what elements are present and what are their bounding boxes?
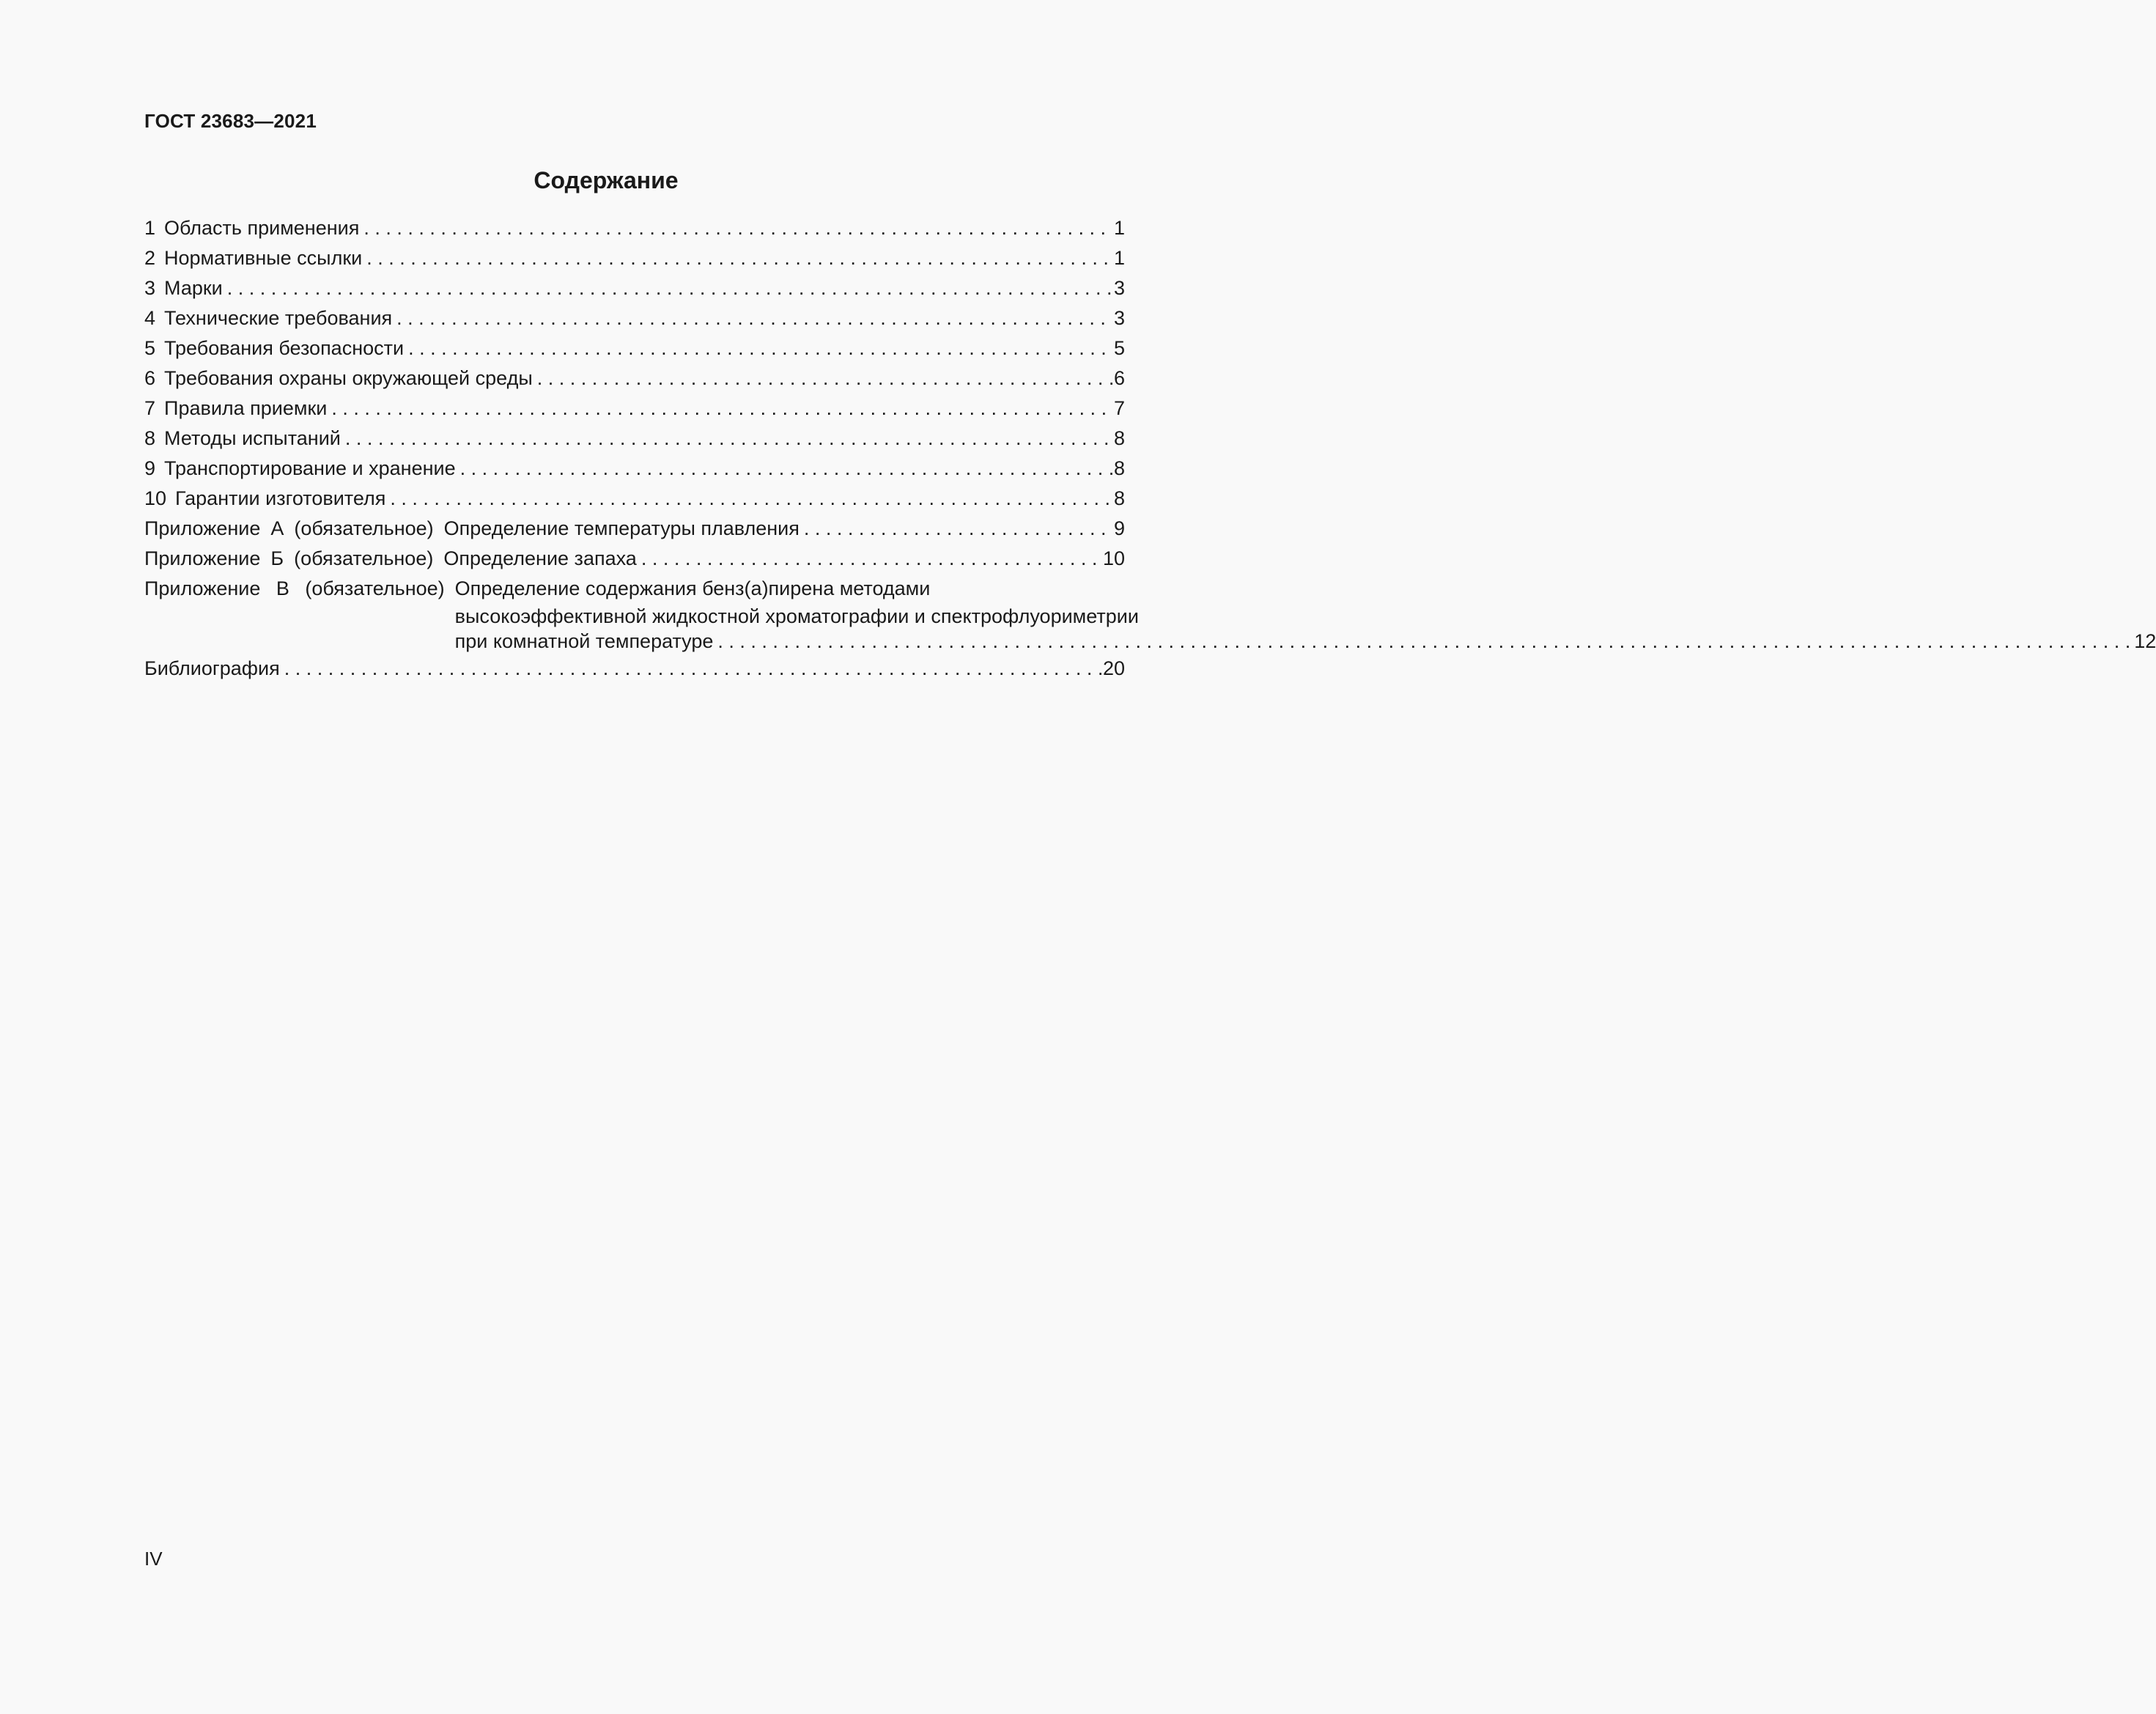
appendix-letter: Б [270,547,284,569]
appendix-status: (обязательное) [294,517,434,539]
toc-entry-page: 8 [1113,487,1125,509]
toc-entry-page: 1 [1113,217,1125,239]
toc-entry-label: Нормативные ссылки [164,247,363,269]
toc-entry-label: Библиография [144,657,280,679]
toc-entry-transport-storage[interactable] [144,454,1125,484]
toc-entry-test-methods[interactable] [144,424,1125,454]
dot-leader [717,629,2133,654]
toc-entry-label: Транспортирование и хранение [164,457,456,479]
toc-entry-scope[interactable] [144,213,1125,243]
toc-entry-manufacturer-warranty[interactable] [144,484,1125,514]
toc-entry-page: 1 [1113,247,1125,269]
toc-entry-number: 7 [144,397,156,419]
toc-entry-label: Область применения [164,217,360,239]
dot-leader [227,273,1112,303]
toc-entry-page: 9 [1113,517,1125,539]
toc-entry-label: Технические требования [164,307,393,329]
toc-entry-page: 12 [2134,630,2156,652]
dot-leader [537,363,1112,394]
toc-entry-number: 5 [144,337,156,359]
toc-entry-page: 3 [1113,307,1125,329]
toc-entry-acceptance-rules[interactable] [144,394,1125,424]
appendix-title: Определение запаха [443,547,637,569]
toc-entry-grades[interactable] [144,273,1125,303]
toc-entry-technical-requirements[interactable] [144,303,1125,333]
toc-entry-number: 3 [144,277,156,299]
toc-entry-label: Гарантии изготовителя [175,487,386,509]
appendix-title-line: Определение содержания бенз(а)пирена методами [454,577,931,599]
dot-leader [408,333,1112,363]
page-folio: IV [144,1548,163,1570]
toc-entry-bibliography[interactable] [144,654,1125,684]
table-of-contents [144,213,2156,684]
dot-leader [390,484,1112,514]
toc-entry-page: 20 [1102,657,1125,679]
appendix-status: (обязательное) [305,577,445,599]
appendix-letter: А [270,517,284,539]
toc-entry-label: Методы испытаний [164,427,341,449]
appendix-title-line: высокоэффективной жидкостной хроматографии и спектрофлуориметрии [454,605,1139,627]
toc-entry-number: 10 [144,487,167,509]
dot-leader [331,394,1112,424]
toc-entry-label: Требования охраны окружающей среды [164,367,533,389]
toc-entry-label: Требования безопасности [164,337,405,359]
dot-leader [460,454,1112,484]
appendix-word: Приложение [144,577,261,599]
dot-leader [345,424,1112,454]
appendix-title-line: при комнатной температуре [454,630,714,652]
toc-entry-number: 9 [144,457,156,479]
toc-entry-normative-references[interactable] [144,243,1125,273]
toc-entry-number: 2 [144,247,156,269]
dot-leader [641,544,1101,574]
toc-entry-page: 6 [1113,367,1125,389]
dot-leader [396,303,1112,333]
toc-entry-safety-requirements[interactable] [144,333,1125,363]
standard-code: ГОСТ 23683—2021 [144,110,317,132]
toc-entry-page: 10 [1102,547,1125,569]
appendix-status: (обязательное) [294,547,434,569]
appendix-word: Приложение [144,517,261,539]
dot-leader [804,514,1112,544]
dot-leader [363,213,1112,243]
toc-entry-label: Марки [164,277,223,299]
toc-entry-number: 8 [144,427,156,449]
toc-entry-label: Правила приемки [164,397,328,419]
toc-entry-page: 3 [1113,277,1125,299]
appendix-title: Определение температуры плавления [443,517,800,539]
toc-entry-appendix-v[interactable] [144,574,2156,654]
toc-entry-page: 8 [1113,427,1125,449]
toc-entry-appendix-a[interactable] [144,514,1125,544]
toc-entry-number: 6 [144,367,156,389]
toc-entry-page: 7 [1113,397,1125,419]
dot-leader [284,654,1101,684]
toc-entry-page: 5 [1113,337,1125,359]
toc-entry-number: 1 [144,217,156,239]
toc-entry-page: 8 [1113,457,1125,479]
dot-leader [366,243,1112,273]
appendix-letter: В [276,577,289,599]
toc-entry-environmental-requirements[interactable] [144,363,1125,394]
toc-entry-appendix-b[interactable] [144,544,1125,574]
toc-entry-number: 4 [144,307,156,329]
toc-title: Содержание [534,167,679,193]
appendix-word: Приложение [144,547,261,569]
